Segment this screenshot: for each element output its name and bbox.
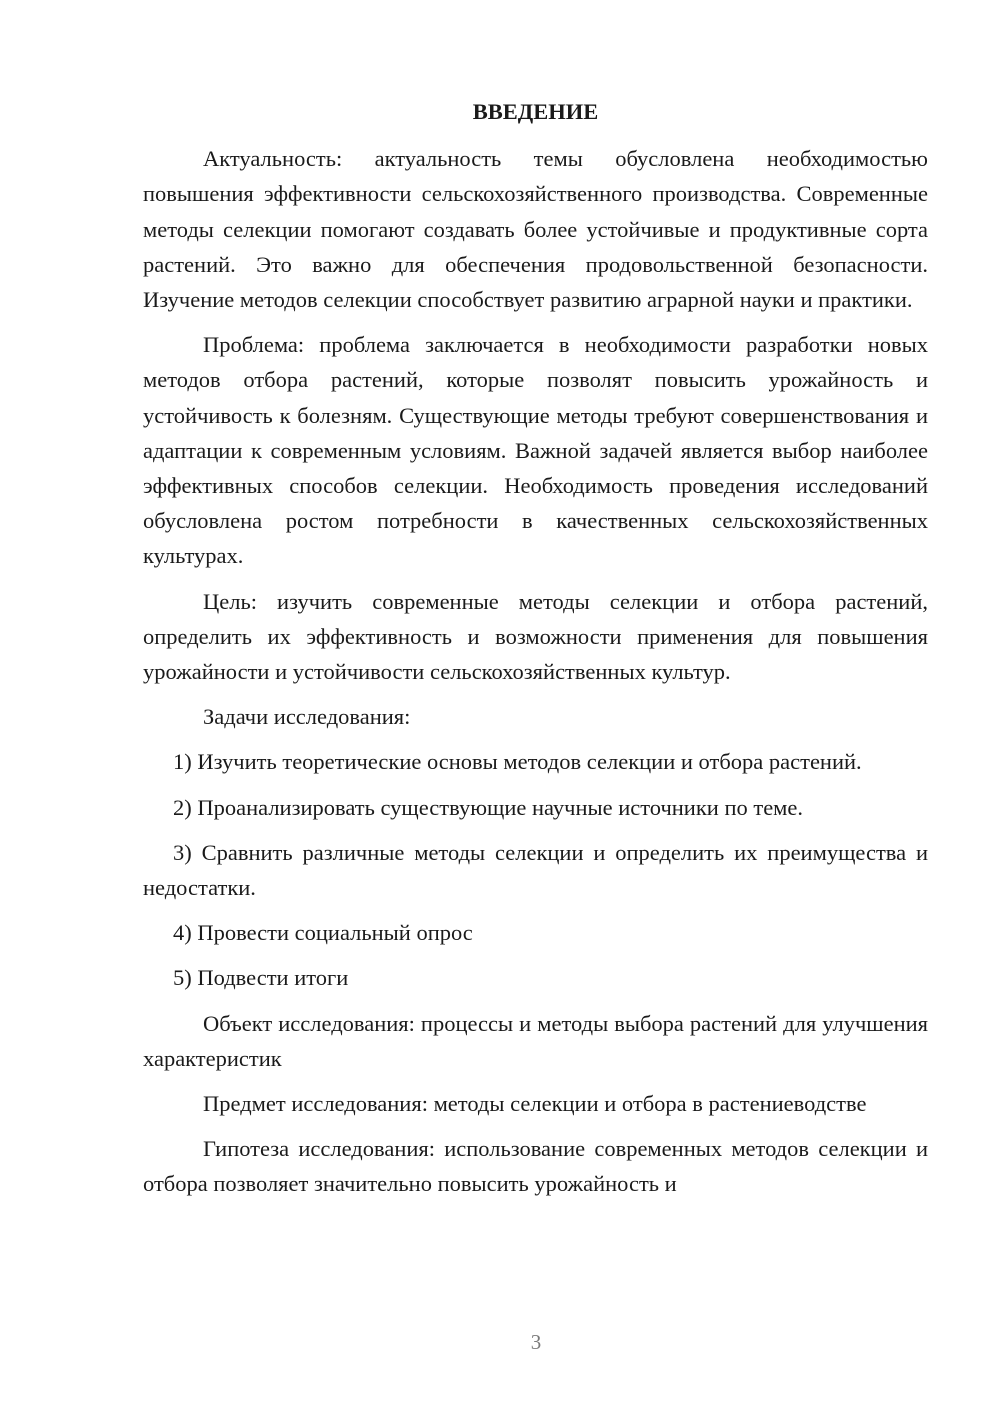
page-title: ВВЕДЕНИЕ <box>472 99 599 124</box>
task-item-3: 3) Сравнить различные методы селекции и определить их преимущества и недостатки. <box>143 839 928 901</box>
paragraph-relevance: Актуальность: актуальность темы обусловлена необходимостью повышения эффективности сельскохозяйственного производства. Современные методы селекции помогают создавать более устойчивые и продуктивные сорта растений. Это важно для обеспечения продовольственной безопасности. Изучение методов селекции способствует развитию аграрной науки и практики. <box>143 146 928 313</box>
page-number: 3 <box>530 1330 542 1354</box>
task-item-2: 2) Проанализировать существующие научные источники по теме. <box>173 794 804 820</box>
paragraph-problem: Проблема: проблема заключается в необходимости разработки новых методов отбора растений, которые позволят повысить урожайность и устойчивость к болезням. Существующие методы требуют совершенствования и адаптации к современным условиям. Важной задачей является выбор наиболее эффективных способов селекции. Необходимость проведения исследований обусловлена ростом потребности в качественных сельскохозяйственных культурах. <box>143 332 928 569</box>
paragraph-hypothesis: Гипотеза исследования: использование современных методов селекции и отбора позволяет значительно повысить урожайность и <box>143 1136 928 1197</box>
task-item-5: 5) Подвести итоги <box>173 965 349 991</box>
paragraph-goal: Цель: изучить современные методы селекции и отбора растений, определить их эффективность и возможности применения для повышения урожайности и устойчивости сельскохозяйственных культур. <box>143 588 928 685</box>
document-page <box>143 94 928 1212</box>
tasks-title: Задачи исследования: <box>203 704 411 730</box>
paragraph-subject: Предмет исследования: методы селекции и отбора в растениеводстве <box>203 1091 867 1117</box>
task-item-4: 4) Провести социальный опрос <box>173 920 473 946</box>
paragraph-object: Объект исследования: процессы и методы выбора растений для улучшения характеристик <box>143 1010 928 1071</box>
task-item-1: 1) Изучить теоретические основы методов селекции и отбора растений. <box>173 749 862 775</box>
